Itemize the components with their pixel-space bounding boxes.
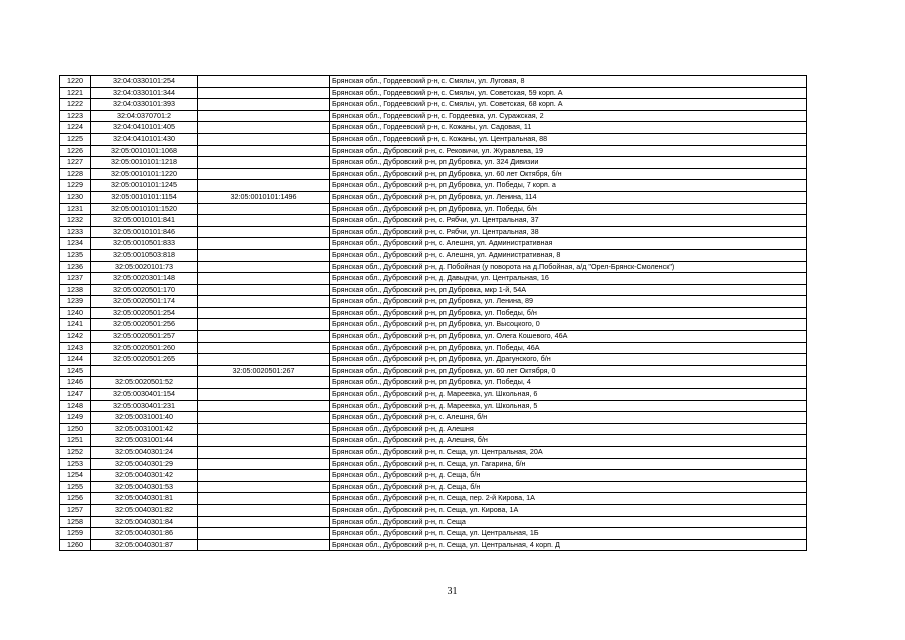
row-number-cell: 1230 [60, 191, 91, 203]
row-number-cell: 1234 [60, 238, 91, 250]
row-number-cell: 1245 [60, 365, 91, 377]
table-row [60, 435, 807, 447]
address-cell: Брянская обл., Дубровский р-н, с. Алешня, ул. Административная, 8 [330, 249, 807, 261]
row-number-cell: 1260 [60, 539, 91, 551]
address-cell: Брянская обл., Дубровский р-н, д. Мареевка, ул. Школьная, 5 [330, 400, 807, 412]
cadastral-number-cell: 32:04:0330101:254 [91, 76, 198, 88]
page-number: 31 [447, 586, 458, 597]
table-row [60, 319, 807, 331]
table-row [60, 249, 807, 261]
secondary-cadastral-number-cell [198, 319, 330, 331]
table-row [60, 331, 807, 343]
table-row [60, 342, 807, 354]
row-number-cell: 1255 [60, 481, 91, 493]
secondary-cadastral-number-cell [198, 342, 330, 354]
row-number-cell: 1229 [60, 180, 91, 192]
secondary-cadastral-number-cell [198, 122, 330, 134]
address-cell: Брянская обл., Дубровский р-н, рп Дубровка, ул. Ленина, 89 [330, 296, 807, 308]
table-row [60, 168, 807, 180]
cadastral-number-cell: 32:05:0020501:260 [91, 342, 198, 354]
row-number-cell: 1228 [60, 168, 91, 180]
cadastral-number-cell: 32:05:0040301:87 [91, 539, 198, 551]
cadastral-number-cell: 32:04:0370701:2 [91, 110, 198, 122]
secondary-cadastral-number-cell [198, 133, 330, 145]
table-row [60, 539, 807, 551]
secondary-cadastral-number-cell [198, 389, 330, 401]
table-row [60, 99, 807, 111]
row-number-cell: 1231 [60, 203, 91, 215]
secondary-cadastral-number-cell [198, 203, 330, 215]
table-row [60, 296, 807, 308]
row-number-cell: 1238 [60, 284, 91, 296]
secondary-cadastral-number-cell [198, 145, 330, 157]
cadastral-number-cell: 32:05:0030401:154 [91, 389, 198, 401]
row-number-cell: 1254 [60, 470, 91, 482]
row-number-cell: 1223 [60, 110, 91, 122]
table-row [60, 87, 807, 99]
address-cell: Брянская обл., Дубровский р-н, рп Дубровка, мкр 1-й, 54А [330, 284, 807, 296]
row-number-cell: 1242 [60, 331, 91, 343]
table-row [60, 516, 807, 528]
address-cell: Брянская обл., Дубровский р-н, с. Рябчи, ул. Центральная, 37 [330, 215, 807, 227]
registry-table-body [60, 76, 807, 551]
cadastral-number-cell: 32:05:0040301:84 [91, 516, 198, 528]
address-cell: Брянская обл., Дубровский р-н, д. Сеща, б/н [330, 470, 807, 482]
cadastral-number-cell: 32:05:0020501:170 [91, 284, 198, 296]
cadastral-number-cell: 32:05:0030401:231 [91, 400, 198, 412]
secondary-cadastral-number-cell [198, 354, 330, 366]
secondary-cadastral-number-cell [198, 423, 330, 435]
address-cell: Брянская обл., Дубровский р-н, д. Алешня, б/н [330, 435, 807, 447]
row-number-cell: 1258 [60, 516, 91, 528]
cadastral-number-cell: 32:05:0040301:24 [91, 447, 198, 459]
table-row [60, 307, 807, 319]
secondary-cadastral-number-cell [198, 400, 330, 412]
cadastral-number-cell: 32:05:0020501:256 [91, 319, 198, 331]
row-number-cell: 1247 [60, 389, 91, 401]
cadastral-number-cell: 32:04:0330101:393 [91, 99, 198, 111]
address-cell: Брянская обл., Дубровский р-н, рп Дубровка, ул. Высоцкого, 0 [330, 319, 807, 331]
cadastral-number-cell: 32:05:0040301:53 [91, 481, 198, 493]
address-cell: Брянская обл., Дубровский р-н, п. Сеща [330, 516, 807, 528]
table-row [60, 493, 807, 505]
table-row [60, 354, 807, 366]
cadastral-number-cell [91, 365, 198, 377]
address-cell: Брянская обл., Гордеевский р-н, с. Гордеевка, ул. Суражская, 2 [330, 110, 807, 122]
registry-table [59, 75, 807, 551]
secondary-cadastral-number-cell [198, 238, 330, 250]
secondary-cadastral-number-cell [198, 412, 330, 424]
secondary-cadastral-number-cell [198, 447, 330, 459]
cadastral-number-cell: 32:05:0031001:40 [91, 412, 198, 424]
address-cell: Брянская обл., Дубровский р-н, рп Дубровка, ул. Победы, б/н [330, 203, 807, 215]
table-row [60, 377, 807, 389]
table-row [60, 528, 807, 540]
address-cell: Брянская обл., Дубровский р-н, рп Дубровка, ул. 60 лет Октября, б/н [330, 168, 807, 180]
address-cell: Брянская обл., Дубровский р-н, п. Сеща, пер. 2-й Кирова, 1А [330, 493, 807, 505]
table-row [60, 157, 807, 169]
row-number-cell: 1239 [60, 296, 91, 308]
secondary-cadastral-number-cell [198, 539, 330, 551]
row-number-cell: 1225 [60, 133, 91, 145]
row-number-cell: 1222 [60, 99, 91, 111]
table-row [60, 458, 807, 470]
table-row [60, 389, 807, 401]
cadastral-number-cell: 32:05:0020501:265 [91, 354, 198, 366]
cadastral-number-cell: 32:05:0031001:42 [91, 423, 198, 435]
secondary-cadastral-number-cell [198, 261, 330, 273]
cadastral-number-cell: 32:04:0410101:405 [91, 122, 198, 134]
cadastral-number-cell: 32:04:0330101:344 [91, 87, 198, 99]
secondary-cadastral-number-cell [198, 87, 330, 99]
cadastral-number-cell: 32:05:0010101:1220 [91, 168, 198, 180]
address-cell: Брянская обл., Гордеевский р-н, с. Смяльч, ул. Советская, 59 корп. А [330, 87, 807, 99]
address-cell: Брянская обл., Дубровский р-н, с. Алешня, б/н [330, 412, 807, 424]
cadastral-number-cell: 32:05:0040301:81 [91, 493, 198, 505]
row-number-cell: 1244 [60, 354, 91, 366]
address-cell: Брянская обл., Дубровский р-н, с. Алешня, ул. Административная [330, 238, 807, 250]
table-row [60, 470, 807, 482]
secondary-cadastral-number-cell [198, 110, 330, 122]
secondary-cadastral-number-cell [198, 157, 330, 169]
table-row [60, 481, 807, 493]
row-number-cell: 1251 [60, 435, 91, 447]
table-row [60, 203, 807, 215]
table-row [60, 400, 807, 412]
row-number-cell: 1227 [60, 157, 91, 169]
table-row [60, 365, 807, 377]
address-cell: Брянская обл., Дубровский р-н, рп Дубровка, ул. Победы, 7 корп. а [330, 180, 807, 192]
table-row [60, 122, 807, 134]
secondary-cadastral-number-cell: 32:05:0020501:267 [198, 365, 330, 377]
row-number-cell: 1257 [60, 504, 91, 516]
address-cell: Брянская обл., Дубровский р-н, с. Рябчи, ул. Центральная, 38 [330, 226, 807, 238]
row-number-cell: 1221 [60, 87, 91, 99]
secondary-cadastral-number-cell [198, 249, 330, 261]
secondary-cadastral-number-cell [198, 528, 330, 540]
cadastral-number-cell: 32:05:0020501:174 [91, 296, 198, 308]
secondary-cadastral-number-cell [198, 296, 330, 308]
address-cell: Брянская обл., Дубровский р-н, рп Дубровка, ул. Драгунского, б/н [330, 354, 807, 366]
cadastral-number-cell: 32:05:0040301:82 [91, 504, 198, 516]
secondary-cadastral-number-cell [198, 504, 330, 516]
secondary-cadastral-number-cell [198, 470, 330, 482]
row-number-cell: 1226 [60, 145, 91, 157]
secondary-cadastral-number-cell [198, 493, 330, 505]
table-row [60, 145, 807, 157]
row-number-cell: 1246 [60, 377, 91, 389]
address-cell: Брянская обл., Дубровский р-н, с. Рековичи, ул. Журавлева, 19 [330, 145, 807, 157]
address-cell: Брянская обл., Дубровский р-н, рп Дубровка, ул. 324 Дивизии [330, 157, 807, 169]
table-row [60, 261, 807, 273]
secondary-cadastral-number-cell [198, 481, 330, 493]
address-cell: Брянская обл., Дубровский р-н, рп Дубровка, ул. Ленина, 114 [330, 191, 807, 203]
table-row [60, 215, 807, 227]
table-row [60, 180, 807, 192]
cadastral-number-cell: 32:05:0010501:833 [91, 238, 198, 250]
address-cell: Брянская обл., Дубровский р-н, д. Мареевка, ул. Школьная, 6 [330, 389, 807, 401]
table-row [60, 504, 807, 516]
secondary-cadastral-number-cell [198, 99, 330, 111]
cadastral-number-cell: 32:05:0010503:818 [91, 249, 198, 261]
address-cell: Брянская обл., Дубровский р-н, рп Дубровка, ул. Победы, 4 [330, 377, 807, 389]
table-row [60, 191, 807, 203]
secondary-cadastral-number-cell: 32:05:0010101:1496 [198, 191, 330, 203]
secondary-cadastral-number-cell [198, 215, 330, 227]
row-number-cell: 1232 [60, 215, 91, 227]
address-cell: Брянская обл., Дубровский р-н, п. Сеща, ул. Гагарина, б/н [330, 458, 807, 470]
table-row [60, 226, 807, 238]
table-row [60, 423, 807, 435]
row-number-cell: 1256 [60, 493, 91, 505]
address-cell: Брянская обл., Дубровский р-н, рп Дубровка, ул. 60 лет Октября, 0 [330, 365, 807, 377]
table-row [60, 412, 807, 424]
cadastral-number-cell: 32:05:0010101:1154 [91, 191, 198, 203]
address-cell: Брянская обл., Гордеевский р-н, с. Кожаны, ул. Центральная, 88 [330, 133, 807, 145]
cadastral-number-cell: 32:05:0020301:148 [91, 273, 198, 285]
address-cell: Брянская обл., Дубровский р-н, п. Сеща, ул. Центральная, 20А [330, 447, 807, 459]
address-cell: Брянская обл., Гордеевский р-н, с. Смяльч, ул. Советская, 68 корп. А [330, 99, 807, 111]
secondary-cadastral-number-cell [198, 284, 330, 296]
row-number-cell: 1249 [60, 412, 91, 424]
cadastral-number-cell: 32:05:0010101:846 [91, 226, 198, 238]
table-row [60, 273, 807, 285]
secondary-cadastral-number-cell [198, 458, 330, 470]
secondary-cadastral-number-cell [198, 168, 330, 180]
secondary-cadastral-number-cell [198, 435, 330, 447]
table-row [60, 110, 807, 122]
table-row [60, 447, 807, 459]
row-number-cell: 1250 [60, 423, 91, 435]
row-number-cell: 1220 [60, 76, 91, 88]
table-row [60, 284, 807, 296]
cadastral-number-cell: 32:05:0020501:52 [91, 377, 198, 389]
row-number-cell: 1240 [60, 307, 91, 319]
cadastral-number-cell: 32:05:0040301:86 [91, 528, 198, 540]
address-cell: Брянская обл., Дубровский р-н, п. Сеща, ул. Кирова, 1А [330, 504, 807, 516]
address-cell: Брянская обл., Дубровский р-н, п. Сеща, ул. Центральная, 1Б [330, 528, 807, 540]
address-cell: Брянская обл., Дубровский р-н, рп Дубровка, ул. Победы, 46А [330, 342, 807, 354]
row-number-cell: 1233 [60, 226, 91, 238]
table-row [60, 76, 807, 88]
row-number-cell: 1243 [60, 342, 91, 354]
cadastral-number-cell: 32:05:0040301:42 [91, 470, 198, 482]
row-number-cell: 1235 [60, 249, 91, 261]
address-cell: Брянская обл., Дубровский р-н, п. Сеща, ул. Центральная, 4 корп. Д [330, 539, 807, 551]
secondary-cadastral-number-cell [198, 516, 330, 528]
cadastral-number-cell: 32:04:0410101:430 [91, 133, 198, 145]
address-cell: Брянская обл., Дубровский р-н, рп Дубровка, ул. Победы, б/н [330, 307, 807, 319]
secondary-cadastral-number-cell [198, 180, 330, 192]
cadastral-number-cell: 32:05:0010101:1068 [91, 145, 198, 157]
cadastral-number-cell: 32:05:0020501:254 [91, 307, 198, 319]
secondary-cadastral-number-cell [198, 331, 330, 343]
row-number-cell: 1237 [60, 273, 91, 285]
address-cell: Брянская обл., Дубровский р-н, д. Алешня [330, 423, 807, 435]
row-number-cell: 1252 [60, 447, 91, 459]
table-row [60, 238, 807, 250]
row-number-cell: 1259 [60, 528, 91, 540]
secondary-cadastral-number-cell [198, 76, 330, 88]
address-cell: Брянская обл., Гордеевский р-н, с. Смяльч, ул. Луговая, 8 [330, 76, 807, 88]
cadastral-number-cell: 32:05:0010101:1245 [91, 180, 198, 192]
address-cell: Брянская обл., Гордеевский р-н, с. Кожаны, ул. Садовая, 11 [330, 122, 807, 134]
row-number-cell: 1253 [60, 458, 91, 470]
secondary-cadastral-number-cell [198, 307, 330, 319]
row-number-cell: 1236 [60, 261, 91, 273]
table-row [60, 133, 807, 145]
cadastral-number-cell: 32:05:0031001:44 [91, 435, 198, 447]
row-number-cell: 1224 [60, 122, 91, 134]
address-cell: Брянская обл., Дубровский р-н, рп Дубровка, ул. Олега Кошевого, 46А [330, 331, 807, 343]
address-cell: Брянская обл., Дубровский р-н, д. Сеща, б/н [330, 481, 807, 493]
cadastral-number-cell: 32:05:0010101:1520 [91, 203, 198, 215]
address-cell: Брянская обл., Дубровский р-н, д. Побойная (у поворота на д.Побойная, а/д "Орел-Брянск-Смоленск") [330, 261, 807, 273]
cadastral-number-cell: 32:05:0020101:73 [91, 261, 198, 273]
row-number-cell: 1248 [60, 400, 91, 412]
cadastral-number-cell: 32:05:0040301:29 [91, 458, 198, 470]
row-number-cell: 1241 [60, 319, 91, 331]
cadastral-number-cell: 32:05:0010101:841 [91, 215, 198, 227]
cadastral-number-cell: 32:05:0020501:257 [91, 331, 198, 343]
address-cell: Брянская обл., Дубровский р-н, д. Давыдчи, ул. Центральная, 16 [330, 273, 807, 285]
secondary-cadastral-number-cell [198, 377, 330, 389]
cadastral-number-cell: 32:05:0010101:1218 [91, 157, 198, 169]
secondary-cadastral-number-cell [198, 226, 330, 238]
secondary-cadastral-number-cell [198, 273, 330, 285]
